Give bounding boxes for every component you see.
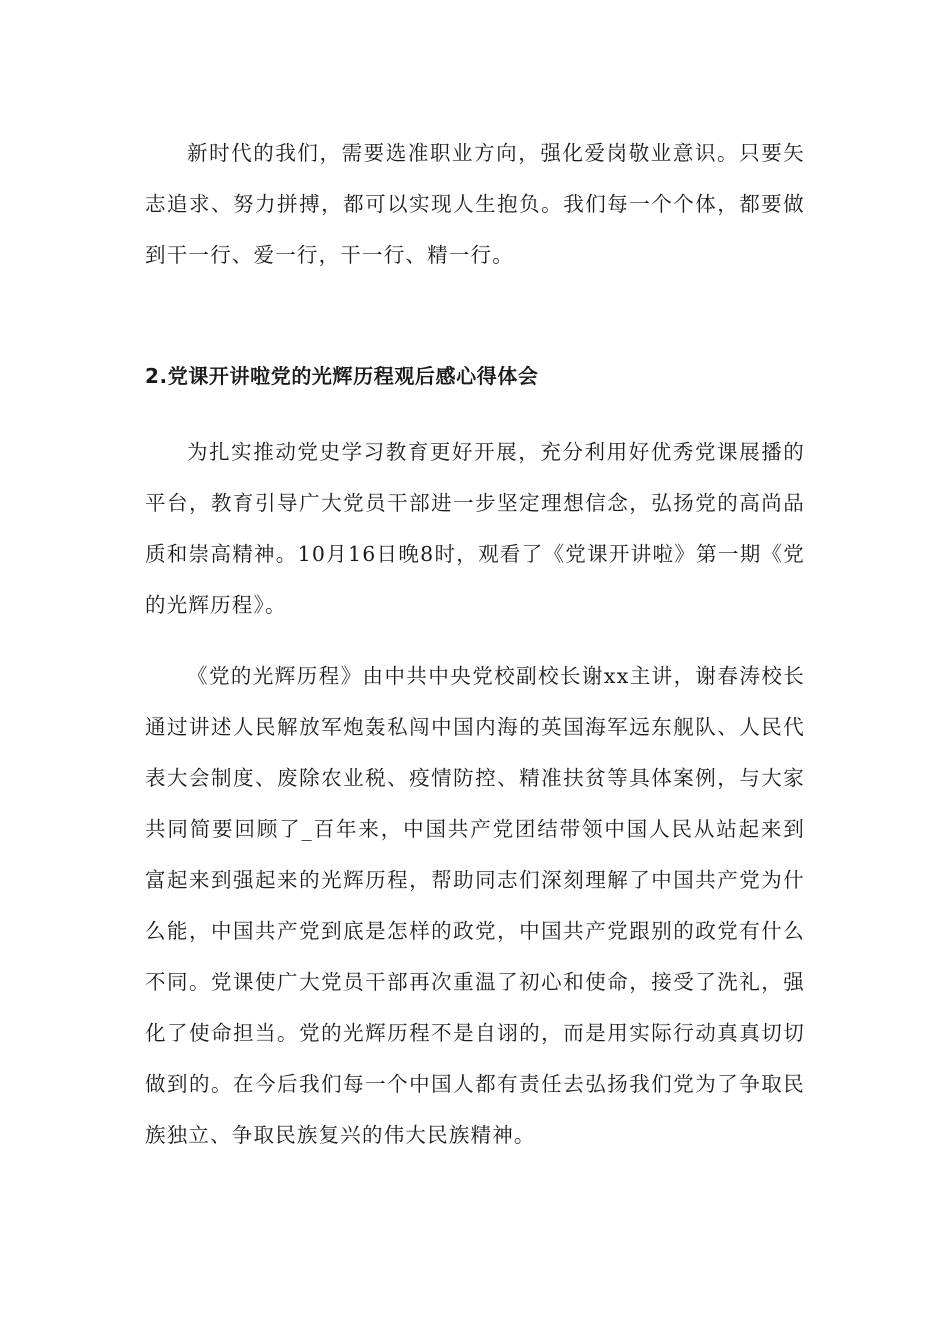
section-heading: 2.党课开讲啦党的光辉历程观后感心得体会 bbox=[145, 364, 539, 388]
paragraph-lecture-summary: 《党的光辉历程》由中共中央党校副校长谢xx主讲，谢春涛校长通过讲述人民解放军炮轰私闯中国内海的英国海军远东舰队、人民代表大会制度、废除农业税、疫情防控、精准扶贫等具体案例，与大家共同简要回顾了_百年来，中国共产党团结带领中国人民从站起来到富起来到强起来的光辉历程，帮助同志们深刻理解了中国共产党为什么能，中国共产党到底是怎样的政党，中国共产党跟别的政党有什么不同。党课使广大党员干部再次重温了初心和使命，接受了洗礼，强化了使命担当。党的光辉历程不是自诩的，而是用实际行动真真切切做到的。在今后我们每一个中国人都有责任去弘扬我们党为了争取民族独立、争取民族复兴的伟大民族精神。 bbox=[145, 664, 805, 1147]
paragraph-career: 新时代的我们，需要选准职业方向，强化爱岗敬业意识。只要矢志追求、努力拼搏，都可以实现人生抱负。我们每一个个体，都要做到干一行、爱一行，干一行、精一行。 bbox=[145, 141, 805, 267]
paragraph-intro: 为扎实推动党史学习教育更好开展，充分利用好优秀党课展播的平台，教育引导广大党员干部进一步坚定理想信念，弘扬党的高尚品质和崇高精神。10月16日晚8时，观看了《党课开讲啦》第一期《党的光辉历程》。 bbox=[145, 440, 805, 617]
